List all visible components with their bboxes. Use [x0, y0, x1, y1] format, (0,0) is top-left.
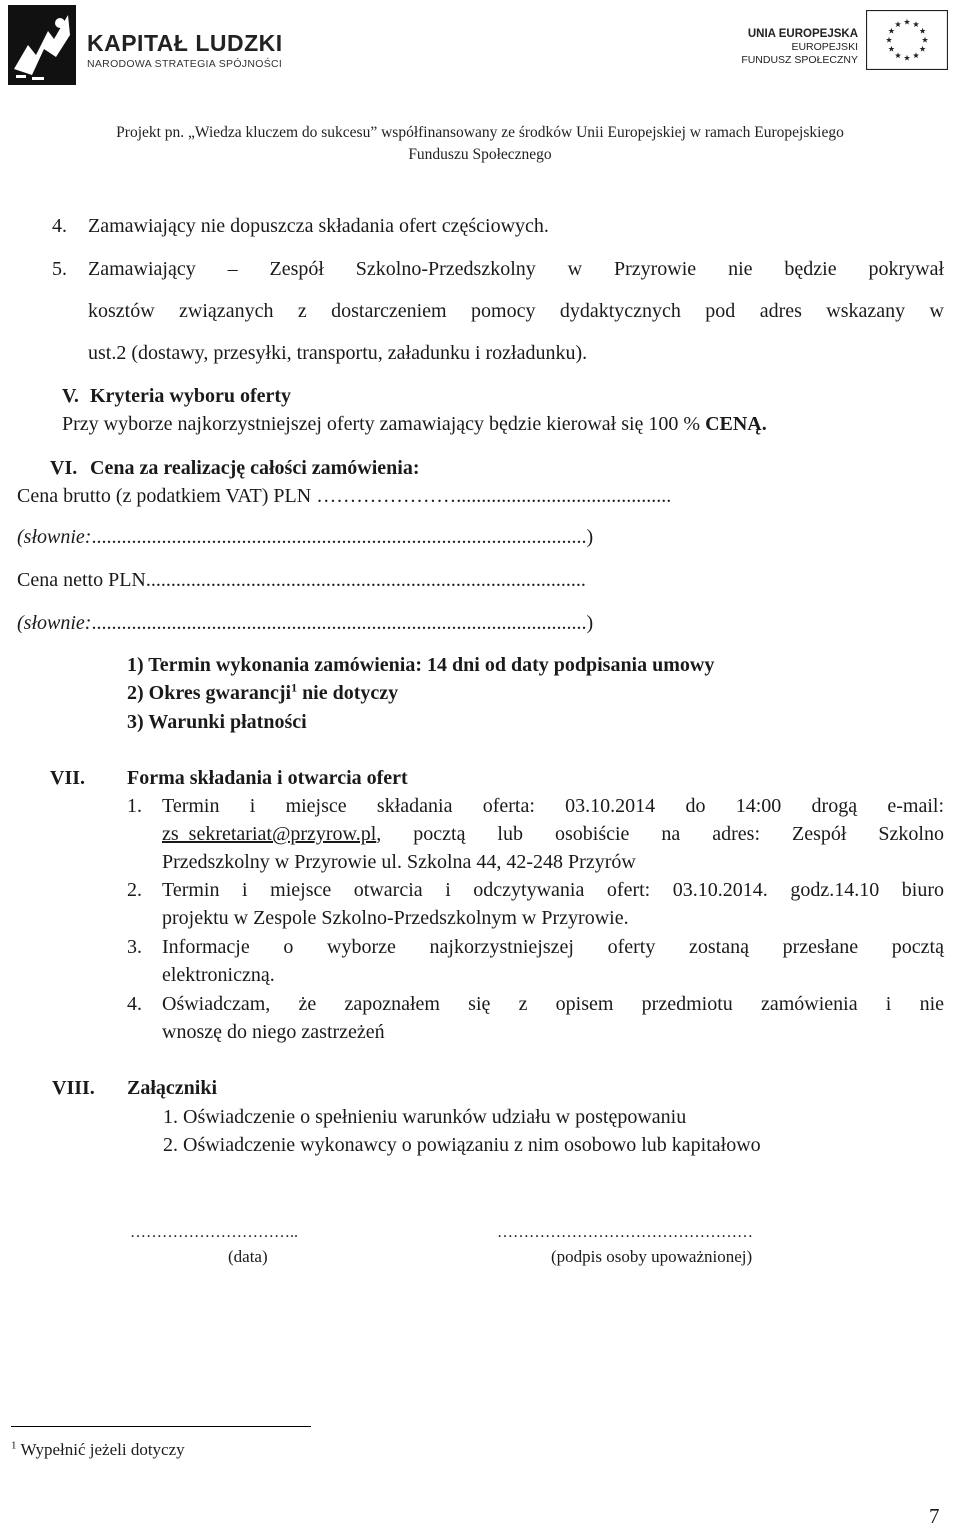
kapital-ludzki-subtitle: NARODOWA STRATEGIA SPÓJNOŚCI — [87, 58, 283, 70]
item-4-text: Zamawiający nie dopuszcza składania ofert częściowych. — [88, 215, 549, 237]
section-5-text-main: Przy wyborze najkorzystniejszej oferty zamawiający będzie kierował się 100 % — [62, 413, 701, 435]
point-3-number: 3. — [127, 936, 142, 958]
net-price-line: Cena netto PLN........................................................................................ — [17, 569, 586, 591]
section-5-title: Kryteria wyboru oferty — [90, 385, 292, 407]
signature-dotted-line: ………………………………………… — [497, 1224, 753, 1241]
kapital-ludzki-title: KAPITAŁ LUDZKI — [87, 30, 283, 56]
section-5-number: V. — [62, 385, 79, 407]
attachment-2: 2. Oświadczenie wykonawcy o powiązaniu z nim osobowo lub kapitałowo — [163, 1134, 761, 1156]
item-5-number: 5. — [52, 258, 67, 280]
footnote — [11, 1440, 185, 1460]
item-5-line-3: ust.2 (dostawy, przesyłki, transportu, załadunku i rozładunku). — [88, 342, 588, 364]
footnote-separator — [11, 1426, 311, 1427]
point-1-line-3: Przedszkolny w Przyrowie ul. Szkolna 44, 42-248 Przyrów — [162, 851, 636, 873]
section-8-number: VIII. — [52, 1077, 95, 1099]
section-6-number: VI. — [50, 457, 78, 479]
attachment-1: 1. Oświadczenie o spełnieniu warunków udziału w postępowaniu — [163, 1106, 687, 1128]
kapital-ludzki-logo-mark — [8, 5, 76, 85]
item-5-line-1: Zamawiający – Zespół Szkolno-Przedszkolny w Przyrowie nie będzie pokrywał — [88, 258, 944, 280]
words-dots-1: ...................................................................................................) — [91, 526, 594, 548]
footnote-mark: 1 — [11, 1439, 17, 1452]
point-1-line-2 — [162, 823, 944, 846]
words-label-2: (słownie: — [17, 612, 92, 634]
point-4-line-1: Oświadczam, że zapoznałem się z opisem przedmiotu zamówienia i nie — [162, 993, 944, 1015]
email-link[interactable]: zs_sekretariat@przyrow.pl — [162, 823, 377, 845]
eu-flag-icon — [866, 10, 948, 70]
section-8-title: Załączniki — [127, 1077, 218, 1099]
footnote-text: Wypełnić jeżeli dotyczy — [20, 1440, 185, 1459]
date-dotted-line: ………………………….. — [130, 1224, 298, 1241]
eu-line-3: FUNDUSZ SPOŁECZNY — [741, 54, 858, 66]
point-1-line-1: Termin i miejsce składania oferta: 03.10.2014 do 14:00 drogą e-mail: — [162, 795, 944, 817]
gross-price-line: Cena brutto (z podatkiem VAT) PLN …………………........................................... — [17, 485, 672, 507]
payment-terms: 3) Warunki płatności — [127, 711, 307, 733]
point-2-line-2: projektu w Zespole Szkolno-Przedszkolnym w Przyrowie. — [162, 907, 629, 929]
gross-price-in-words — [17, 526, 593, 549]
section-7-number: VII. — [50, 767, 86, 789]
warranty-value: nie dotyczy — [297, 682, 399, 704]
signature-label: (podpis osoby upoważnionej) — [551, 1247, 753, 1266]
words-label-1: (słownie: — [17, 526, 92, 548]
point-1-number: 1. — [127, 795, 142, 817]
project-line-2: Funduszu Społecznego — [408, 146, 552, 163]
warranty-label: 2) Okres gwarancji — [127, 682, 292, 704]
section-5-text-bold: CENĄ. — [705, 413, 767, 435]
page-number: 7 — [929, 1504, 940, 1528]
completion-term: 1) Termin wykonania zamówienia: 14 dni od daty podpisania umowy — [127, 654, 715, 676]
point-1-line-2-rest: , pocztą lub osobiście na adres: Zespół Szkolno — [376, 823, 944, 845]
net-price-in-words — [17, 612, 593, 635]
eu-line-1: UNIA EUROPEJSKA — [747, 28, 858, 40]
section-6-title: Cena za realizację całości zamówienia: — [90, 457, 420, 479]
point-2-number: 2. — [127, 879, 142, 901]
item-5-line-2: kosztów związanych z dostarczeniem pomocy dydaktycznych pod adres wskazany w — [88, 300, 944, 322]
point-4-number: 4. — [127, 993, 142, 1015]
point-3-line-2: elektroniczną. — [162, 964, 275, 986]
point-4-line-2: wnoszę do niego zastrzeżeń — [162, 1021, 385, 1043]
point-3-line-1: Informacje o wyborze najkorzystniejszej oferty zostaną przesłane pocztą — [162, 936, 944, 958]
section-5-text — [62, 413, 767, 436]
eu-line-2: EUROPEJSKI — [791, 41, 858, 53]
project-line-1: Projekt pn. „Wiedza kluczem do sukcesu” współfinansowany ze środków Unii Europejskiej w ramach Europejskiego — [116, 124, 844, 141]
footnote-ref: 1 — [291, 680, 298, 695]
date-label: (data) — [228, 1247, 268, 1266]
point-2-line-1: Termin i miejsce otwarcia i odczytywania ofert: 03.10.2014. godz.14.10 biuro — [162, 879, 944, 901]
warranty-period — [127, 682, 398, 705]
item-4-number: 4. — [52, 215, 67, 237]
words-dots-2: ...................................................................................................) — [91, 612, 594, 634]
eu-logo-text — [741, 28, 858, 67]
section-7-title: Forma składania i otwarcia ofert — [127, 767, 408, 789]
